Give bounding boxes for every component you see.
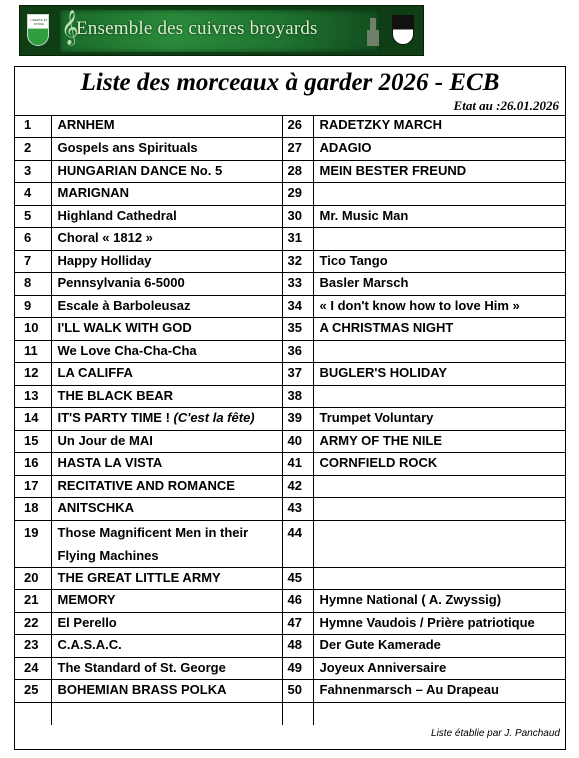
table-row [15, 590, 565, 613]
piece-title [313, 205, 565, 228]
piece-title-text: Those Magnificent Men in their Flying Machines [57, 524, 249, 563]
piece-title [51, 340, 282, 363]
piece-title [313, 657, 565, 680]
table-row-empty [15, 702, 565, 725]
piece-title-text: Fahnenmarsch – Au Drapeau [319, 682, 499, 697]
piece-title-text: We Love Cha-Cha-Cha [57, 342, 197, 358]
piece-title-text: CORNFIELD ROCK [319, 455, 438, 470]
vaud-coat-of-arms-icon [27, 14, 49, 46]
piece-number-text: 23 [24, 637, 39, 652]
piece-title [51, 680, 282, 703]
piece-title [51, 408, 282, 431]
piece-title-text: ADAGIO [319, 140, 372, 155]
piece-number [282, 657, 313, 680]
table-row [15, 567, 565, 590]
piece-number-text: 45 [287, 569, 302, 585]
piece-number [15, 408, 51, 431]
piece-number [15, 475, 51, 498]
piece-title [313, 385, 565, 408]
ensemble-name: Ensemble des cuivres broyards [76, 18, 318, 39]
piece-number-text: 25 [24, 682, 39, 697]
piece-number-text: 11 [24, 342, 38, 358]
piece-title-text: RECITATIVE AND ROMANCE [57, 477, 235, 493]
piece-title-text: Trumpet Voluntary [319, 410, 434, 425]
table-row [15, 273, 565, 296]
piece-title [313, 160, 565, 183]
piece-number-text: 48 [287, 637, 302, 652]
piece-number [282, 590, 313, 613]
piece-number-text: 26 [287, 117, 302, 132]
piece-number [282, 363, 313, 386]
piece-number [282, 475, 313, 498]
piece-number-text: 4 [24, 185, 32, 200]
piece-title-text: Basler Marsch [319, 275, 409, 290]
piece-title-text: Highland Cathedral [57, 207, 177, 223]
piece-title-text: C.A.S.A.C. [57, 637, 122, 652]
piece-number [15, 340, 51, 363]
piece-title [313, 453, 565, 476]
piece-number [282, 340, 313, 363]
piece-title [313, 250, 565, 273]
piece-number [15, 657, 51, 680]
piece-number [15, 318, 51, 341]
table-row [15, 160, 565, 183]
table-row [15, 680, 565, 703]
piece-number-text: 46 [287, 592, 302, 607]
piece-title [51, 657, 282, 680]
piece-number [15, 273, 51, 296]
piece-title-text: THE BLACK BEAR [57, 387, 174, 403]
piece-number-text: 42 [287, 477, 302, 493]
piece-number-text: 36 [287, 342, 302, 358]
piece-number [15, 295, 51, 318]
treble-clef-icon: 𝄞 [61, 11, 79, 44]
piece-number [15, 363, 51, 386]
piece-title [51, 318, 282, 341]
piece-number [15, 138, 51, 161]
piece-number [282, 430, 313, 453]
piece-number [282, 680, 313, 703]
piece-number-text: 9 [24, 297, 32, 313]
piece-number-text: 1 [24, 117, 32, 132]
piece-number-text: 14 [24, 410, 39, 425]
piece-number-text: 29 [287, 185, 302, 200]
table-row [15, 228, 565, 251]
piece-number-text: 3 [24, 162, 32, 178]
piece-title [51, 635, 282, 658]
piece-title-text: Mr. Music Man [319, 207, 409, 223]
piece-title-text: Un Jour de MAI [57, 432, 153, 448]
table-row [15, 657, 565, 680]
piece-number [15, 250, 51, 273]
piece-title-text: I'LL WALK WITH GOD [57, 320, 192, 335]
piece-number-text: 47 [287, 614, 302, 630]
piece-number-text: 28 [287, 162, 302, 178]
piece-title-text: HUNGARIAN DANCE No. 5 [57, 162, 223, 178]
piece-title [51, 498, 282, 521]
piece-number-text: 17 [24, 477, 39, 493]
piece-number-text: 15 [24, 432, 39, 448]
piece-title [51, 430, 282, 453]
table-row [15, 250, 565, 273]
tower-icon [367, 18, 379, 46]
piece-number-text: 16 [24, 455, 39, 470]
piece-number [15, 498, 51, 521]
piece-title [313, 498, 565, 521]
table-row [15, 612, 565, 635]
piece-title-text: THE GREAT LITTLE ARMY [57, 569, 221, 585]
piece-title [51, 138, 282, 161]
piece-number [15, 453, 51, 476]
piece-title [313, 183, 565, 206]
table-row [15, 205, 565, 228]
piece-title [313, 138, 565, 161]
piece-number-text: 10 [24, 320, 39, 335]
piece-title-text: MARIGNAN [57, 185, 129, 200]
piece-number [282, 160, 313, 183]
piece-title [51, 612, 282, 635]
piece-number-text: 35 [287, 320, 302, 335]
piece-title-text: Gospels ans Spirituals [57, 140, 198, 155]
piece-number-text: 20 [24, 569, 39, 585]
piece-number [282, 567, 313, 590]
table-row [15, 635, 565, 658]
piece-title [51, 115, 282, 138]
piece-number-text: 6 [24, 230, 32, 245]
piece-number-text: 22 [24, 614, 39, 630]
piece-title [51, 475, 282, 498]
piece-title-text: MEMORY [57, 592, 116, 607]
piece-title-text: IT'S PARTY TIME ! [57, 410, 174, 425]
piece-subtitle: (C'est la fête) [173, 410, 255, 425]
piece-number-text: 37 [287, 365, 302, 380]
empty-cell [282, 702, 313, 725]
piece-number-text: 24 [24, 659, 39, 675]
piece-title-text: Pennsylvania 6-5000 [57, 275, 185, 290]
piece-number [15, 205, 51, 228]
piece-number-text: 38 [287, 387, 302, 403]
piece-number [15, 612, 51, 635]
piece-number [282, 205, 313, 228]
piece-number [15, 385, 51, 408]
piece-title-text: Tico Tango [319, 252, 388, 268]
piece-number [15, 183, 51, 206]
piece-title [51, 385, 282, 408]
piece-title-text: Happy Holliday [57, 252, 152, 268]
piece-number-text: 50 [287, 682, 302, 697]
piece-number [15, 115, 51, 138]
table-row [15, 430, 565, 453]
piece-title-text: ARNHEM [57, 117, 115, 132]
piece-number [15, 520, 51, 567]
piece-number [282, 612, 313, 635]
piece-number [15, 590, 51, 613]
table-row [15, 340, 565, 363]
table-row [15, 408, 565, 431]
piece-number [15, 635, 51, 658]
piece-title [51, 228, 282, 251]
repertoire-list [14, 66, 566, 750]
list-header [15, 67, 565, 116]
piece-number [282, 273, 313, 296]
piece-number [15, 567, 51, 590]
empty-cell [313, 702, 565, 725]
piece-title [313, 635, 565, 658]
piece-title-text: ARMY OF THE NILE [319, 432, 443, 448]
piece-title [51, 160, 282, 183]
piece-number [282, 115, 313, 138]
piece-number [282, 408, 313, 431]
piece-title-text: Escale à Barboleusaz [57, 297, 191, 313]
piece-title [313, 228, 565, 251]
piece-title-text: Joyeux Anniversaire [319, 659, 447, 675]
piece-number-text: 31 [287, 230, 302, 245]
piece-number [282, 635, 313, 658]
piece-title-text: HASTA LA VISTA [57, 455, 163, 470]
piece-title-text: BUGLER'S HOLIDAY [319, 365, 448, 380]
ensemble-banner [19, 5, 424, 56]
piece-title [313, 680, 565, 703]
piece-title [313, 115, 565, 138]
broye-coat-of-arms-icon [392, 15, 414, 45]
piece-title [51, 590, 282, 613]
piece-number-text: 2 [24, 140, 32, 155]
table-row [15, 498, 565, 521]
table-row [15, 138, 565, 161]
piece-number-text: 13 [24, 387, 39, 403]
piece-title [51, 205, 282, 228]
piece-title [313, 408, 565, 431]
piece-title [51, 183, 282, 206]
piece-title-text: El Perello [57, 614, 117, 630]
piece-title [313, 612, 565, 635]
piece-number-text: 12 [24, 365, 39, 380]
piece-number-text: 33 [287, 275, 302, 290]
table-row [15, 363, 565, 386]
piece-title [51, 520, 282, 567]
piece-title-text: RADETZKY MARCH [319, 117, 443, 132]
table-row [15, 475, 565, 498]
piece-title-text: A CHRISTMAS NIGHT [319, 320, 454, 335]
piece-number [282, 138, 313, 161]
piece-title [51, 453, 282, 476]
table-row [15, 453, 565, 476]
piece-title-text: The Standard of St. George [57, 659, 226, 675]
piece-number [282, 250, 313, 273]
piece-number [15, 228, 51, 251]
piece-number-text: 30 [287, 207, 302, 223]
piece-number [282, 520, 313, 567]
piece-number-text: 18 [24, 500, 39, 515]
piece-number-text: 44 [287, 524, 302, 540]
piece-title [313, 430, 565, 453]
piece-number [282, 318, 313, 341]
piece-number [282, 498, 313, 521]
piece-title-text: Hymne Vaudois / Prière patriotique [319, 614, 535, 630]
piece-number [15, 160, 51, 183]
piece-title [313, 567, 565, 590]
piece-title [313, 273, 565, 296]
piece-number-text: 21 [24, 592, 39, 607]
table-row [15, 520, 565, 567]
piece-title [313, 340, 565, 363]
piece-title [51, 273, 282, 296]
piece-title-text: LA CALIFFA [57, 365, 133, 380]
table-row [15, 183, 565, 206]
piece-title [51, 363, 282, 386]
piece-title-text: Der Gute Kamerade [319, 637, 441, 652]
piece-number-text: 43 [287, 500, 302, 515]
piece-title-text: Choral « 1812 » [57, 230, 153, 245]
piece-title [313, 475, 565, 498]
table-row [15, 295, 565, 318]
piece-number [282, 295, 313, 318]
piece-title-text: MEIN BESTER FREUND [319, 162, 467, 178]
piece-number [282, 183, 313, 206]
piece-number [15, 680, 51, 703]
piece-number-text: 19 [24, 524, 39, 540]
piece-number [282, 385, 313, 408]
piece-number-text: 32 [287, 252, 302, 268]
piece-number [282, 453, 313, 476]
piece-title [51, 295, 282, 318]
piece-title [313, 318, 565, 341]
page-title: Liste des morceaux à garder 2026 - ECB [80, 69, 500, 96]
piece-title [51, 567, 282, 590]
piece-title-text: Hymne National ( A. Zwyssig) [319, 592, 502, 607]
table-row [15, 115, 565, 138]
piece-number-text: 7 [24, 252, 32, 268]
author-note: Liste établie par J. Panchaud [431, 728, 560, 739]
piece-number-text: 41 [287, 455, 302, 470]
piece-number-text: 27 [287, 140, 302, 155]
piece-number-text: 34 [287, 297, 302, 313]
piece-number [282, 228, 313, 251]
piece-number-text: 40 [287, 432, 302, 448]
table-row [15, 318, 565, 341]
piece-title [313, 295, 565, 318]
pieces-table [15, 115, 565, 725]
empty-cell [15, 702, 51, 725]
piece-title [51, 250, 282, 273]
status-date: Etat au :26.01.2026 [453, 98, 559, 113]
piece-number-text: 5 [24, 207, 32, 223]
table-row [15, 385, 565, 408]
piece-title [313, 520, 565, 567]
vaud-motto: LIBERTE ET PATRIE [30, 18, 48, 26]
piece-title-text: BOHEMIAN BRASS POLKA [57, 682, 227, 697]
piece-number-text: 39 [287, 410, 302, 425]
piece-title [313, 363, 565, 386]
piece-title-text: ANITSCHKA [57, 500, 135, 515]
empty-cell [51, 702, 282, 725]
piece-number-text: 49 [287, 659, 302, 675]
piece-title-text: « I don't know how to love Him » [319, 297, 520, 313]
piece-number-text: 8 [24, 275, 32, 290]
piece-title [313, 590, 565, 613]
piece-number [15, 430, 51, 453]
